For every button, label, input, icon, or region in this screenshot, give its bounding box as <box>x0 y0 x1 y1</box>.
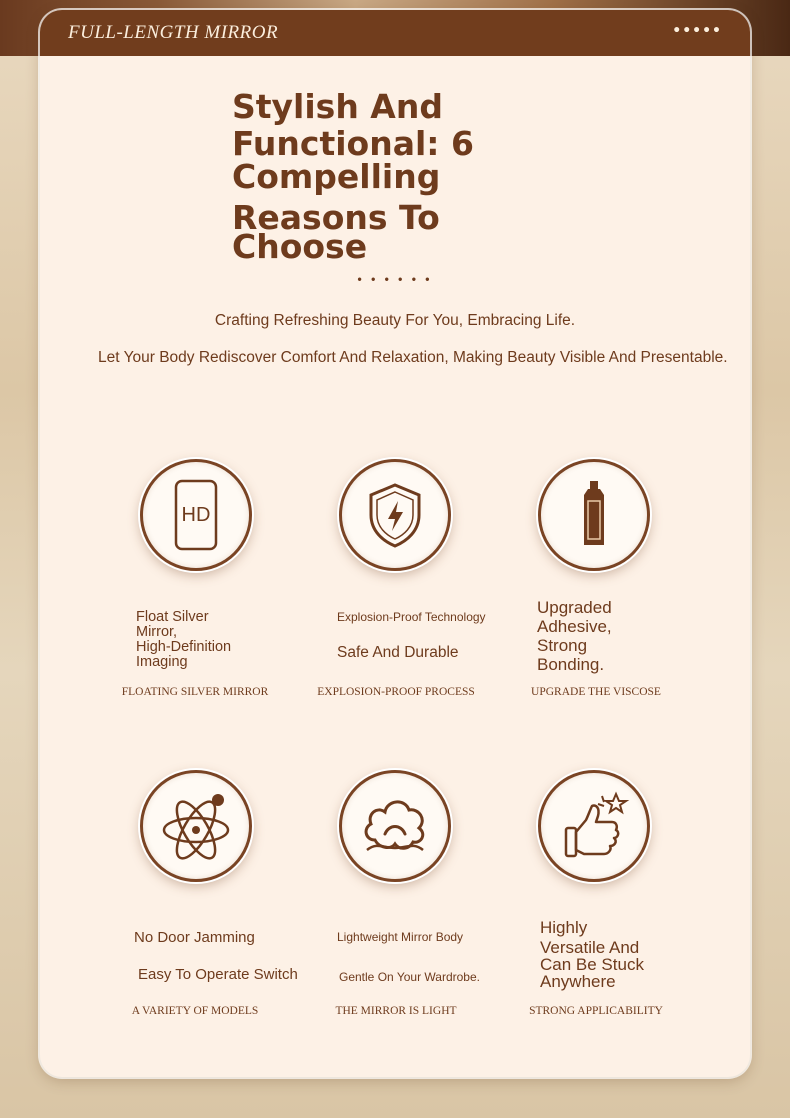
feature-versatile-text <box>540 919 644 990</box>
headline-line: Choose <box>232 227 368 266</box>
thumbs-up-icon-badge <box>538 770 650 882</box>
feature-text-line: Easy To Operate Switch <box>138 966 298 983</box>
feature-explosion-proof-text <box>337 610 486 662</box>
headline-line: Stylish And <box>232 87 443 126</box>
feature-text-line: Explosion-Proof Technology <box>337 610 486 624</box>
shield-lightning-icon <box>359 479 431 551</box>
feature-text-line: Float Silver <box>136 609 209 625</box>
headline-line: Reasons To <box>232 198 440 237</box>
feature-text-line: Can Be Stuck <box>540 955 644 974</box>
feature-label: STRONG APPLICABILITY <box>529 1005 663 1017</box>
decorative-dots: • • • • • • <box>357 272 433 286</box>
header-dots: ••••• <box>672 23 722 39</box>
headline-line: Compelling <box>232 157 441 196</box>
feature-text-line: Highly <box>540 918 588 937</box>
shield-icon-badge <box>339 459 451 571</box>
feature-label: UPGRADE THE VISCOSE <box>531 686 661 698</box>
feature-no-jamming-text <box>134 929 298 983</box>
header-title: FULL-LENGTH MIRROR <box>68 22 279 43</box>
atom-icon-badge <box>140 770 252 882</box>
feature-text-line: Upgraded <box>537 598 612 617</box>
feature-text-line: Imaging <box>136 654 188 670</box>
feature-text-line: Safe And Durable <box>337 644 459 661</box>
hd-icon <box>160 479 232 551</box>
atom-icon <box>160 790 232 862</box>
hd-icon-badge <box>140 459 252 571</box>
hd-icon-text: HD <box>181 504 211 526</box>
feature-label: THE MIRROR IS LIGHT <box>335 1005 457 1017</box>
feature-text-line: Versatile And <box>540 938 640 957</box>
feature-card <box>40 10 750 1077</box>
cloud-smile-icon <box>359 790 431 862</box>
tube-icon-badge <box>538 459 650 571</box>
adhesive-tube-icon <box>558 479 630 551</box>
feature-label: FLOATING SILVER MIRROR <box>121 686 269 698</box>
feature-label: EXPLOSION-PROOF PROCESS <box>317 686 475 698</box>
feature-text-line: Gentle On Your Wardrobe. <box>339 970 480 984</box>
feature-text-line: Lightweight Mirror Body <box>337 930 464 944</box>
feature-text-line: Strong <box>537 636 588 655</box>
feature-lightweight-text <box>337 930 480 984</box>
feature-text-line: High-Definition <box>136 639 232 655</box>
feature-floating-silver-text <box>136 610 231 670</box>
headline-line: Functional: 6 <box>232 124 474 163</box>
feature-label: A VARIETY OF MODELS <box>131 1005 259 1017</box>
feature-text-line: Bonding. <box>537 655 605 674</box>
feature-adhesive-text <box>537 598 612 674</box>
subtitle: Crafting Refreshing Beauty For You, Embracing Life. <box>214 312 576 329</box>
subtitle-secondary: Let Your Body Rediscover Comfort And Relaxation, Making Beauty Visible And Presentable. <box>98 349 728 366</box>
feature-text-line: Anywhere <box>540 972 616 991</box>
card-header <box>40 10 750 56</box>
feature-text-line: No Door Jamming <box>134 929 255 946</box>
feature-text-line: Mirror, <box>136 624 178 640</box>
headline <box>232 88 532 265</box>
cloud-icon-badge <box>339 770 451 882</box>
feature-text-line: Adhesive, <box>537 617 612 636</box>
thumbs-up-star-icon <box>558 790 630 862</box>
